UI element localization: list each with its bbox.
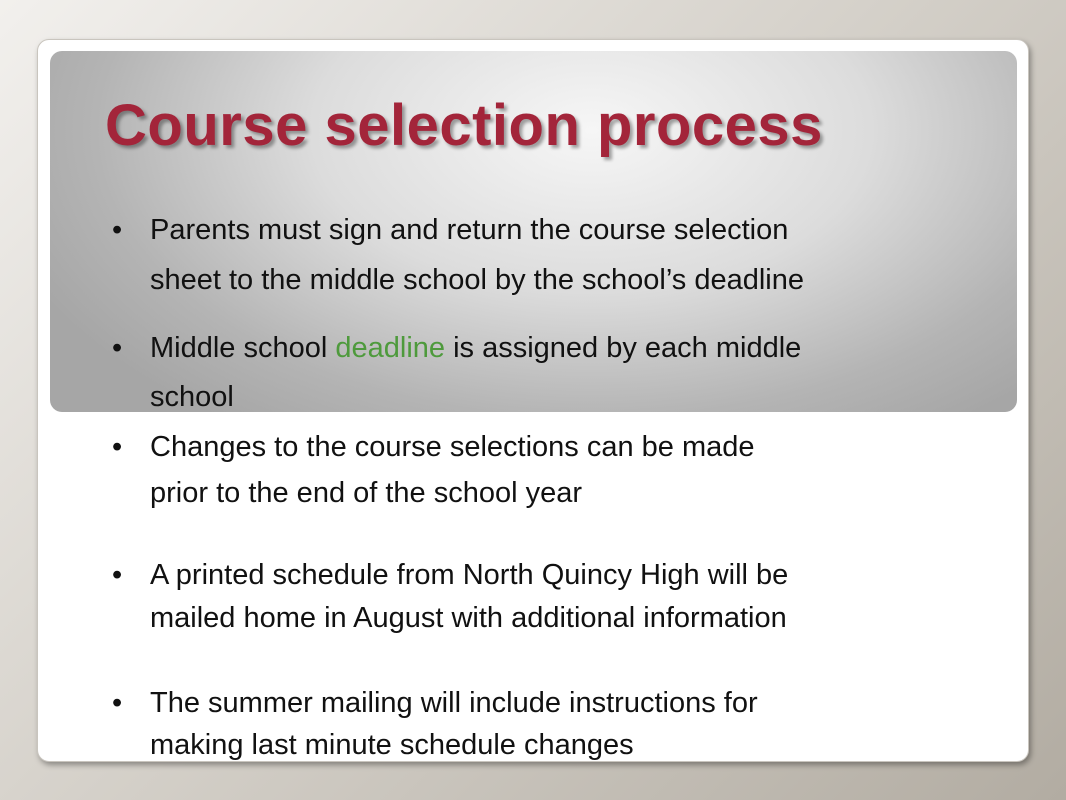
bullet-text-line: making last minute schedule changes [150,729,634,761]
bullet-text-line: mailed home in August with additional information [150,602,787,634]
bullet-text-line [150,332,801,365]
bullet-text-segment: Middle school [150,332,336,364]
slide-title: Course selection process [105,93,823,158]
bullet-marker: • [112,559,123,591]
bullet-marker: • [112,332,123,364]
bullet-marker: • [112,687,123,719]
bullet-text-line: Parents must sign and return the course selection [150,214,789,246]
bullet-text-line: school [150,381,234,413]
bullet-text-line: sheet to the middle school by the school’s deadline [150,264,805,296]
deadline-highlight: deadline [335,332,446,364]
bullet-text-segment: is assigned by each middle [445,332,802,364]
bullet-text-line: prior to the end of the school year [150,477,583,509]
bullet-text-line: A printed schedule from North Quincy High will be [150,559,789,591]
bullet-text-line: The summer mailing will include instructions for [150,687,758,719]
bullet-marker: • [112,214,123,246]
bullet-marker: • [112,431,123,463]
bullet-text-line: Changes to the course selections can be made [150,431,755,463]
